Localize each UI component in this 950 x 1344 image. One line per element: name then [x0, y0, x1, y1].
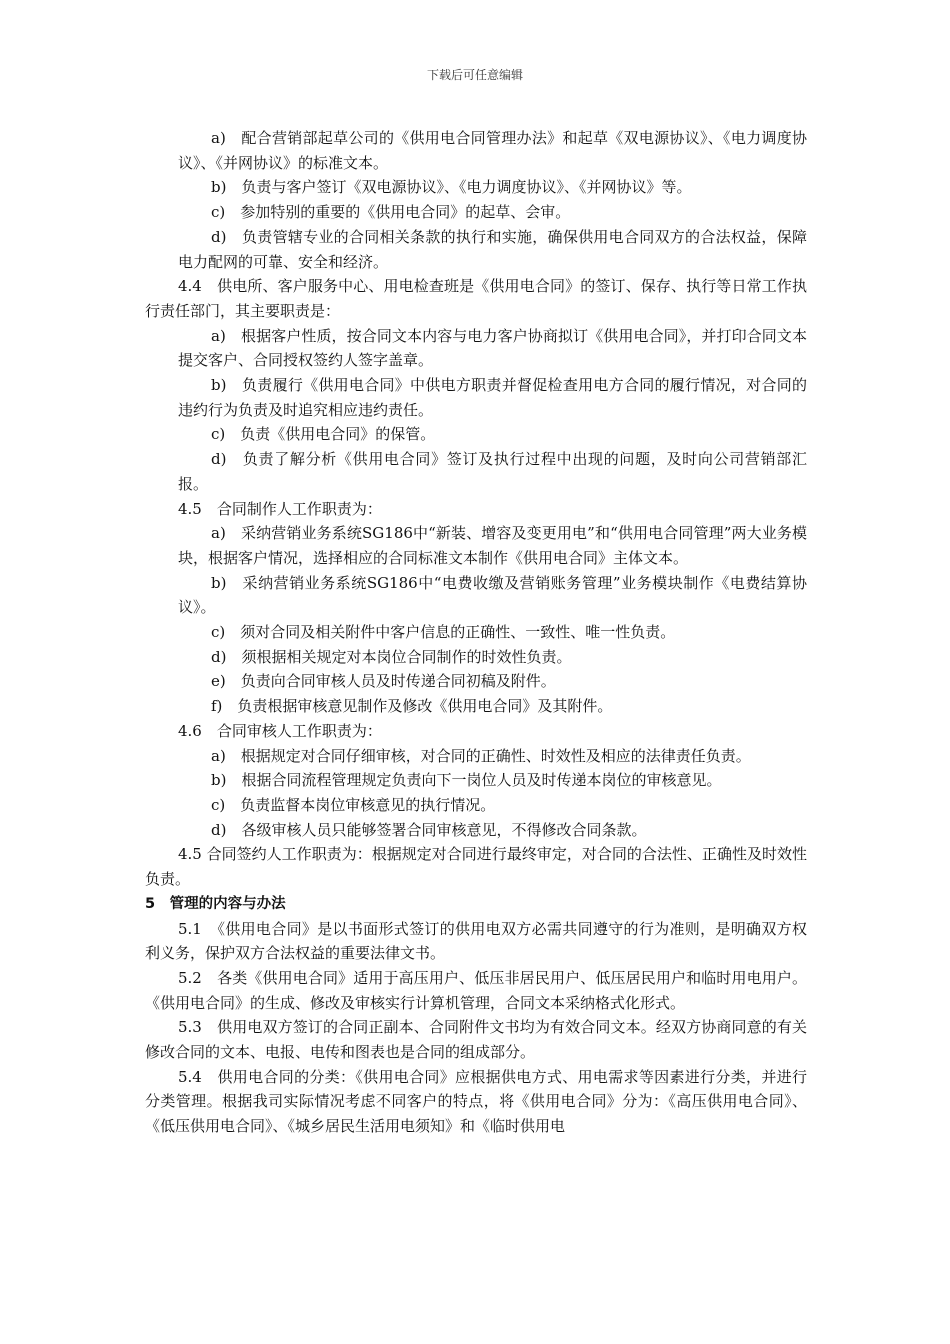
section-heading: 5 管理的内容与办法 [145, 895, 286, 912]
item-paragraph: e) 负责向合同审核人员及时传递合同初稿及附件。 [211, 672, 556, 691]
item-paragraph: a) 根据规定对合同仔细审核，对合同的正确性、时效性及相应的法律责任负责。 [211, 746, 751, 765]
item-paragraph: c) 参加特别的重要的《供用电合同》的起草、会审。 [211, 203, 571, 222]
clause-paragraph: 4.4 供电所、客户服务中心、用电检查班是《供用电合同》的签订、保存、执行等日常工作执行责任部门，其主要职责是： [145, 277, 807, 320]
item-paragraph: b) 根据合同流程管理规定负责向下一岗位人员及时传递本岗位的审核意见。 [211, 771, 722, 790]
clause-paragraph: 4.6 合同审核人工作职责为： [178, 721, 382, 740]
item-paragraph: c) 须对合同及相关附件中客户信息的正确性、一致性、唯一性负责。 [211, 623, 676, 642]
item-paragraph: d) 须根据相关规定对本岗位合同制作的时效性负责。 [211, 647, 572, 666]
clause-paragraph: 5.2 各类《供用电合同》适用于高压用户、低压非居民用户、低压居民用户和临时用电用户。《供用电合同》的生成、修改及审核实行计算机管理，合同文本采纳格式化形式。 [145, 968, 807, 1012]
page-header: 下载后可任意编辑 [426, 68, 523, 82]
item-paragraph: a) 配合营销部起草公司的《供用电合同管理办法》和起草《双电源协议》、《电力调度协议》、《并网协议》的标准文本。 [178, 129, 807, 172]
item-paragraph: b) 负责与客户签订《双电源协议》、《电力调度协议》、《并网协议》等。 [211, 178, 692, 197]
item-paragraph: c) 负责《供用电合同》的保管。 [211, 425, 436, 444]
item-paragraph: a) 根据客户性质，按合同文本内容与电力客户协商拟订《供用电合同》，并打印合同文本提交客户、合同授权签约人签字盖章。 [178, 326, 807, 370]
item-paragraph: a) 采纳营销业务系统SG186中“新装、增容及变更用电”和“供用电合同管理”两大业务模块，根据客户情况，选择相应的合同标准文本制作《供用电合同》主体文本。 [178, 524, 807, 567]
document-body [145, 126, 807, 1139]
item-paragraph: c) 负责监督本岗位审核意见的执行情况。 [211, 795, 496, 814]
item-paragraph: d) 负责管辖专业的合同相关条款的执行和实施，确保供用电合同双方的合法权益，保障电力配网的可靠、安全和经济。 [178, 227, 807, 271]
clause-paragraph: 5.4 供用电合同的分类：《供用电合同》应根据供电方式、用电需求等因素进行分类，并进行分类管理。根据我司实际情况考虑不同客户的特点，将《供用电合同》分为：《高压供用电合同》、《低压供用电合同》、《城乡居民生活用电须知》和《临时供用电 [145, 1067, 807, 1136]
clause-paragraph: 5.1 《供用电合同》是以书面形式签订的供用电双方必需共同遵守的行为准则，是明确双方权利义务，保护双方合法权益的重要法律文书。 [145, 919, 807, 963]
item-paragraph: d) 各级审核人员只能够签署合同审核意见，不得修改合同条款。 [211, 820, 647, 839]
item-paragraph: f) 负责根据审核意见制作及修改《供用电合同》及其附件。 [211, 697, 613, 716]
clause-paragraph: 5.3 供用电双方签订的合同正副本、合同附件文书均为有效合同文本。经双方协商同意的有关修改合同的文本、电报、电传和图表也是合同的组成部分。 [145, 1018, 807, 1062]
clause-paragraph: 4.5 合同签约人工作职责为：根据规定对合同进行最终审定，对合同的合法性、正确性及时效性负责。 [145, 845, 807, 889]
item-paragraph: b) 采纳营销业务系统SG186中“电费收缴及营销账务管理”业务模块制作《电费结算协议》。 [178, 573, 807, 617]
item-paragraph: d) 负责了解分析《供用电合同》签订及执行过程中出现的问题，及时向公司营销部汇报。 [178, 450, 807, 493]
clause-paragraph: 4.5 合同制作人工作职责为： [178, 499, 382, 518]
item-paragraph: b) 负责履行《供用电合同》中供电方职责并督促检查用电方合同的履行情况，对合同的违约行为负责及时追究相应违约责任。 [178, 376, 807, 419]
